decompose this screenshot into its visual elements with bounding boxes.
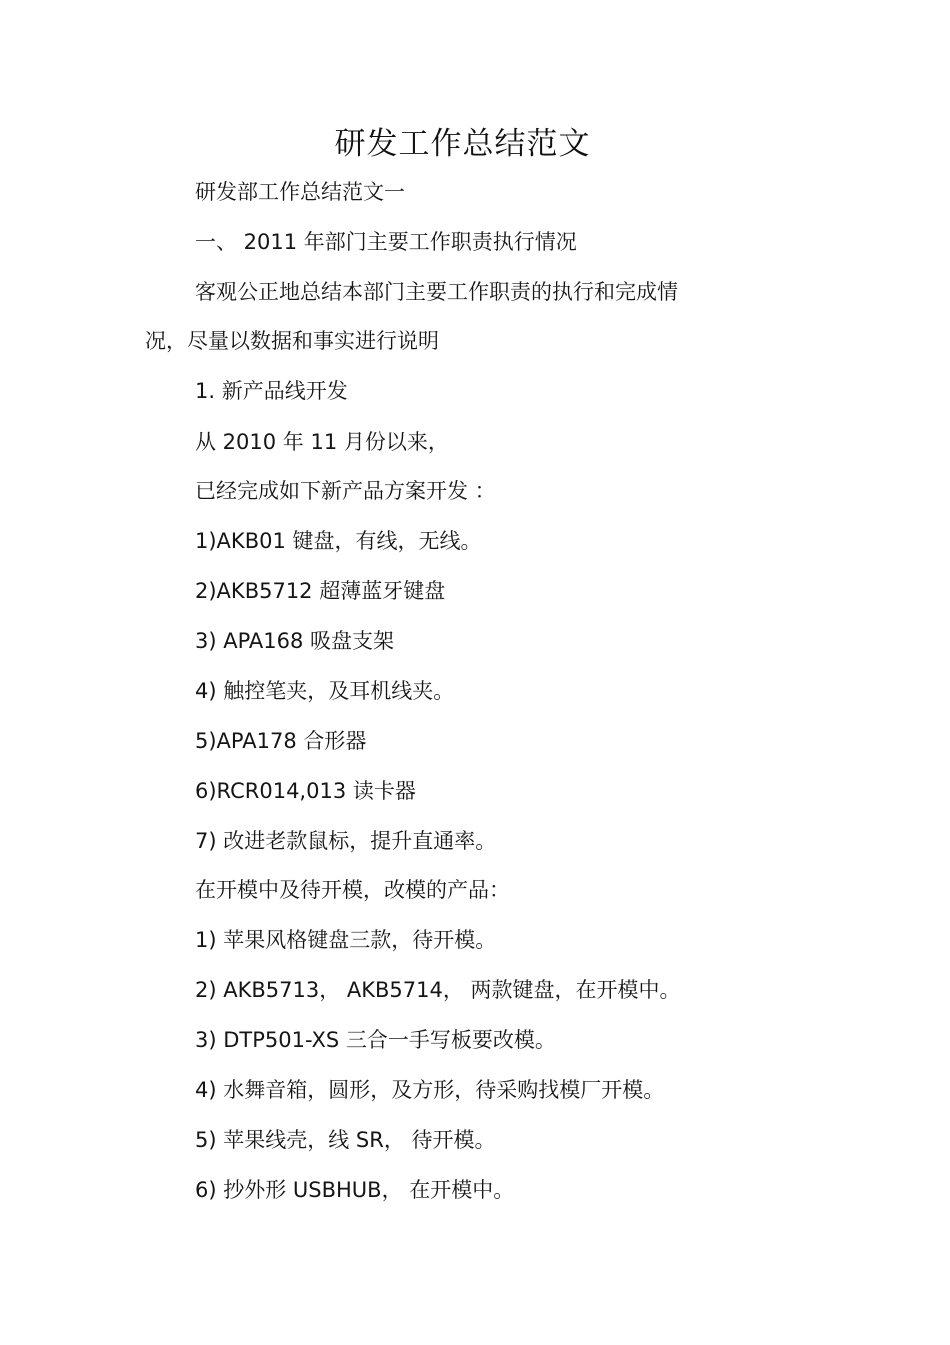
list-item: 2)AKB5712 超薄蓝牙键盘 bbox=[195, 579, 446, 603]
list-item: 3) DTP501-XS 三合一手写板要改模。 bbox=[195, 1028, 556, 1052]
list-heading: 1. 新产品线开发 bbox=[195, 379, 348, 403]
paragraph-line: 从 2010 年 11 月份以来， bbox=[195, 430, 449, 454]
document-title: 研发工作总结范文 bbox=[334, 126, 591, 162]
section-heading: 研发部工作总结范文一 bbox=[195, 180, 405, 204]
section-subheading: 一、 2011 年部门主要工作职责执行情况 bbox=[195, 230, 577, 254]
list-item: 5) 苹果线壳，线 SR， 待开模。 bbox=[195, 1128, 496, 1152]
list-item: 6) 抄外形 USBHUB， 在开模中。 bbox=[195, 1178, 515, 1202]
list-item: 4) 触控笔夹，及耳机线夹。 bbox=[195, 679, 455, 703]
list-item: 3) APA168 吸盘支架 bbox=[195, 629, 395, 653]
paragraph-line: 已经完成如下新产品方案开发 ： bbox=[195, 479, 496, 503]
list-item: 6)RCR014,013 读卡器 bbox=[195, 779, 416, 803]
list-item: 5)APA178 合形器 bbox=[195, 729, 367, 753]
paragraph-line: 况，尽量以数据和事实进行说明 bbox=[145, 329, 439, 353]
list-item: 2) AKB5713， AKB5714， 两款键盘，在开模中。 bbox=[195, 978, 681, 1002]
list-item: 1)AKB01 键盘，有线，无线。 bbox=[195, 529, 482, 553]
paragraph-line: 客观公正地总结本部门主要工作职责的执行和完成情 bbox=[195, 280, 678, 304]
paragraph-line: 在开模中及待开模，改模的产品： bbox=[195, 878, 510, 902]
list-item: 7) 改进老款鼠标，提升直通率。 bbox=[195, 829, 497, 853]
list-item: 4) 水舞音箱，圆形，及方形，待采购找模厂开模。 bbox=[195, 1078, 665, 1102]
list-item: 1) 苹果风格键盘三款，待开模。 bbox=[195, 928, 497, 952]
